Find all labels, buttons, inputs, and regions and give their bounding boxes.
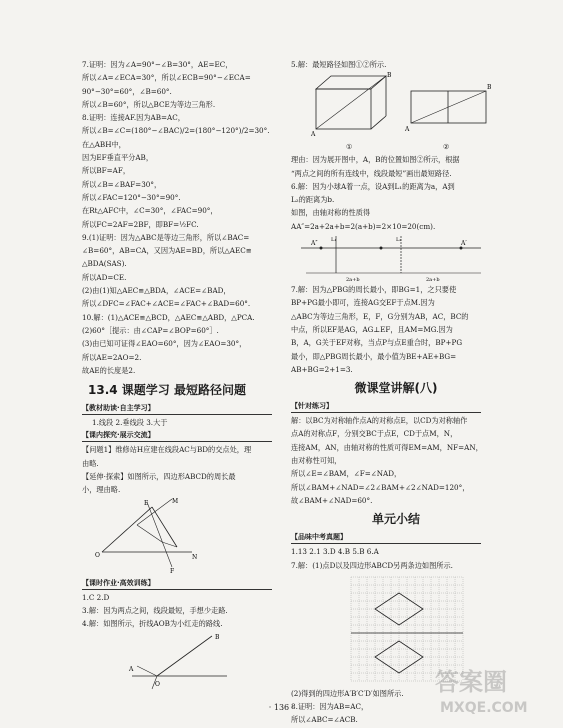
svg-text:A: A bbox=[405, 126, 410, 134]
text-line: 5.解：最短路径如图①②所示. bbox=[291, 60, 387, 69]
page-number: · 136 · bbox=[268, 703, 295, 712]
box-figures bbox=[291, 71, 491, 141]
answer-line: (3)由已知可证得∠EAO=60°，因为∠EAO=30°， bbox=[82, 339, 247, 349]
text-line: △ABC为等边三角形，E，F，G分别为AB，AC，BC的 bbox=[291, 311, 469, 321]
text-line: 4.解：如图所示，折线AOB为小红走的路线. bbox=[82, 619, 223, 629]
text-line: BP+PG最小即可，连接AG交EF于点M.因为 bbox=[291, 298, 435, 308]
svg-text:B: B bbox=[487, 84, 491, 92]
text-line: 如图，由轴对称的性质得 bbox=[291, 208, 371, 218]
text-line: 1.13 2.1 3.D 4.B 5.B 6.A bbox=[291, 547, 379, 557]
svg-text:B: B bbox=[215, 633, 220, 641]
svg-text:答案圈: 答案圈 bbox=[435, 668, 507, 696]
answer-line: 所以AE=2AO=2. bbox=[82, 352, 142, 362]
right-column bbox=[291, 58, 501, 727]
bar-heading-2: 【课内探究·展示交流】 bbox=[82, 429, 272, 442]
section-title: 13.4 课题学习 最短路径问题 bbox=[88, 383, 246, 398]
answer-line: 7.证明：因为∠A=90°−∠B=30°，AE=EC， bbox=[82, 60, 233, 69]
svg-text:2a+b: 2a+b bbox=[426, 277, 440, 284]
watermark-logo bbox=[430, 660, 560, 720]
svg-text:B: B bbox=[387, 72, 392, 80]
text-line: 由略. bbox=[82, 458, 99, 468]
text-line: 【延伸·探索】如图所示，四边形ABCD的周长最 bbox=[82, 472, 236, 482]
answer-line: 故AE的长度是2. bbox=[82, 365, 136, 375]
answer-line: 10.解：(1)△ACE≌△BCD，△AEC≌△ABD，△PCA. bbox=[82, 312, 255, 322]
text-line: 所以∠BAM+∠NAD=∠2∠BAM+∠2∠NAD=120°， bbox=[291, 482, 470, 492]
svg-text:A″: A″ bbox=[311, 240, 318, 248]
answer-line: 所以∠B=∠C=(180°−∠BAC)/2=(180°−120°)/2=30°. bbox=[82, 126, 270, 136]
text-line: (2)得到的四边形A′B′C′D′如图所示. bbox=[291, 688, 404, 698]
svg-text:A′: A′ bbox=[461, 240, 467, 248]
answer-line: 所以∠B=60°，所以△BCE为等边三角形. bbox=[82, 99, 216, 109]
text-line: 由对称性可知， bbox=[291, 456, 342, 466]
answer-line: (2)60°［提示：由∠CAP=∠BOP=60°］. bbox=[82, 325, 219, 335]
answer-line: 所以∠A=∠ECA=30°，所以∠ECB=90°−∠ECA= bbox=[82, 73, 251, 83]
answer-line: 8.证明：连接AF.因为AB=AC， bbox=[82, 113, 185, 123]
text-line: 故∠BAM+∠NAD=60°. bbox=[291, 495, 373, 505]
svg-text:O: O bbox=[155, 680, 160, 688]
text-line: 7.解：因为△PBG的周长最小，即BG=1，之只要使 bbox=[291, 285, 457, 295]
text-line: 最小，即△PBG周长最小，最小值为BE+AE+BG= bbox=[291, 351, 457, 361]
text-line: 7.解：(1)点D以及四边形ABCD另两条边如图所示. bbox=[291, 560, 453, 570]
svg-text:M: M bbox=[172, 497, 179, 505]
axis-figure bbox=[291, 233, 491, 283]
left-column bbox=[82, 58, 282, 691]
text-line: “两点之间的所有连线中，线段最短”画出最短路径. bbox=[291, 168, 452, 178]
answer-line: △BDA(SAS). bbox=[82, 259, 127, 269]
caption-2: ② bbox=[443, 143, 450, 152]
answer-line: 9.(1)证明：因为△ABC是等边三角形，所以∠BAC= bbox=[82, 232, 250, 242]
text-line: 1.C 2.D bbox=[82, 592, 110, 602]
lecture-title: 微课堂讲解(八) bbox=[354, 381, 438, 396]
text-line: AA″=2a+2a+b=2(a+b)=2×10=20(cm). bbox=[291, 221, 436, 231]
bar-heading-4: 【针对练习】 bbox=[291, 400, 481, 413]
answer-line: 所以AD=CE. bbox=[82, 272, 127, 282]
svg-text:A: A bbox=[311, 131, 316, 139]
answer-line: 所以BF=AF， bbox=[82, 166, 131, 176]
answer-line: ∠B=60°，AB=CA，又因为AE=BD，所以△AEC≌ bbox=[82, 246, 252, 256]
text-line: 1.线段 2.垂线段 3.大于 bbox=[92, 418, 168, 428]
svg-text:2a+b: 2a+b bbox=[346, 277, 360, 284]
text-line: B，A，G关于EF对称，当点P与点E重合时，BP+PG bbox=[291, 338, 463, 348]
answer-line: 在Rt△AFC中，∠C=30°，∠FAC=90°， bbox=[82, 206, 218, 216]
text-line: 小，理由略. bbox=[82, 485, 121, 495]
text-line: L₂的距离为b. bbox=[291, 195, 335, 205]
svg-text:L₁: L₁ bbox=[331, 237, 337, 244]
svg-text:A: A bbox=[129, 665, 134, 673]
text-line: AB+BG=2+1=3. bbox=[291, 364, 353, 374]
svg-text:MXQE.COM: MXQE.COM bbox=[440, 700, 528, 716]
answer-line: 所以∠FAC=120°−30°=90°. bbox=[82, 192, 181, 202]
svg-text:L₂: L₂ bbox=[396, 237, 402, 244]
text-line: 3.解：因为两点之间，线段最短，手想少走路. bbox=[82, 605, 228, 615]
svg-text:F: F bbox=[170, 567, 175, 575]
text-line: 解：以BC为对称轴作点A的对称点E，以CD为对称轴作 bbox=[291, 416, 468, 426]
text-line: 【问题1】维修站H应建在线段AC与BD的交点处，理 bbox=[82, 445, 252, 455]
left-answer-block bbox=[82, 58, 282, 377]
text-line: 中点，所以EF是AG，AG⊥EF，且AM=MG.因为 bbox=[291, 324, 453, 334]
quadrilateral-figure bbox=[92, 497, 202, 577]
svg-text:E: E bbox=[144, 499, 149, 507]
text-line: 连接AM，AN，由轴对称的性质可得EM=AM，NF=AN， bbox=[291, 442, 483, 452]
path-figure bbox=[127, 631, 237, 691]
answer-line: 所以∠B=∠BAF=30°， bbox=[82, 179, 162, 189]
answer-line: 90°−30°=60°，∠B=60°. bbox=[82, 86, 172, 96]
answer-line: 所以∠DFC=∠FAC+∠ACE=∠FAC+∠BAD=60°. bbox=[82, 299, 251, 309]
answer-line: 所以FC=2AF=2BF，即BF=½FC. bbox=[82, 219, 199, 229]
svg-text:N: N bbox=[192, 553, 198, 561]
text-line: 所以∠E=∠BAM，∠F=∠NAD， bbox=[291, 469, 402, 479]
text-line: 点A的对称点F，分别交BC于点E，CD于点M，N， bbox=[291, 429, 458, 439]
text-line: 6.解：因为小球A着一点，设A到L₁的距离为a，A到 bbox=[291, 181, 455, 191]
text-line: 所以∠ABC=∠ACB. bbox=[291, 715, 358, 725]
caption-1: ① bbox=[346, 143, 353, 152]
answer-line: (2)由(1)知△AEC≌△BDA，∠ACE=∠BAD， bbox=[82, 286, 231, 296]
answer-line: 在△ABH中， bbox=[82, 139, 126, 149]
svg-text:O: O bbox=[95, 551, 100, 559]
unit-summary-title: 单元小结 bbox=[371, 512, 420, 527]
text-line: 理由：因为展开图中，A，B的位置如图②所示，根据 bbox=[291, 155, 460, 165]
answer-line: 因为EF垂直平分AB， bbox=[82, 153, 154, 163]
text-line: 8.证明：因为AB=AC， bbox=[291, 702, 369, 712]
bar-heading-5: 【品味中考真题】 bbox=[291, 531, 481, 544]
bar-heading-1: 【教材助读·自主学习】 bbox=[82, 402, 272, 415]
bar-heading-3: 【课时作业·高效训练】 bbox=[82, 577, 272, 590]
